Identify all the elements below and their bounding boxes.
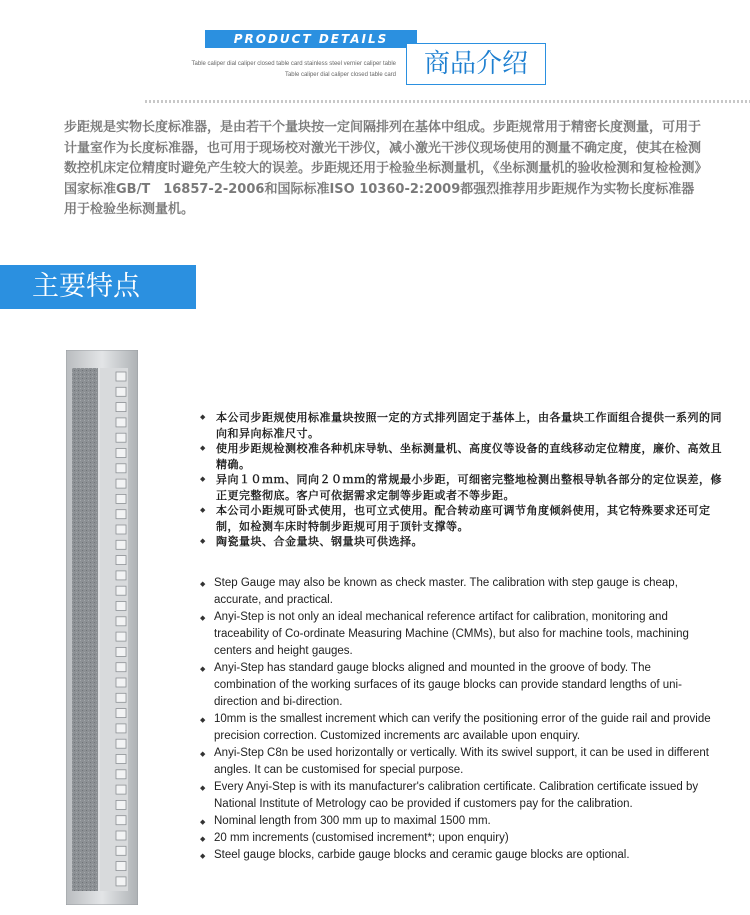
feature-en-item: ◆ Every Anyi-Step is with its manufacturer's calibration certificate. Calibration certificate issued by National Institute of Metrology cao be provided if customers pay for the calibration. bbox=[200, 779, 715, 813]
gauge-block bbox=[116, 449, 126, 458]
features-en-list bbox=[200, 575, 715, 864]
intro-paragraph: 步距规是实物长度标准器，是由若干个量块按一定间隔排列在基体中组成。步距规常用于精密长度测量，可用于计量室作为长度标准器，也可用于现场校对激光干涉仪，减小激光干涉仪现场使用的测量不确定度，使其在检测数控机床定位精度时避免产生较大的误差。步距规还用于检验坐标测量机，《坐标测量机的验收检测和复检检测》国家标准GB/T 16857-2-2006和国际标准ISO 10360-2:2009都强烈推荐用步距规作为实物长度标准器用于检验坐标测量机。 bbox=[64, 120, 702, 217]
gauge-block bbox=[116, 877, 126, 886]
gauge-block bbox=[116, 724, 126, 733]
feature-en-item: ◆ Nominal length from 300 mm up to maximal 1500 mm. bbox=[200, 813, 715, 830]
header-subtitle bbox=[150, 59, 396, 81]
product-details-banner: PRODUCT DETAILS bbox=[205, 30, 417, 48]
gauge-block bbox=[116, 678, 126, 687]
gauge-block bbox=[116, 494, 126, 503]
feature-en-item: ◆ Anyi-Step is not only an ideal mechanical reference artifact for calibration, monitoring and traceability of Co-ordinate Measuring Machine (CMMs), but also for machine tools, machining centers and height gauges. bbox=[200, 609, 715, 660]
gauge-block bbox=[116, 663, 126, 672]
gauge-block bbox=[116, 479, 126, 488]
feature-zh-item: ◆ 本公司步距规使用标准量块按照一定的方式排列固定于基体上，由各量块工作面组合提供一系列的同向和异向标准尺寸。 bbox=[200, 410, 730, 441]
gauge-block bbox=[116, 693, 126, 702]
gauge-block bbox=[116, 617, 126, 626]
feature-en-item: ◆ 10mm is the smallest increment which can verify the positioning error of the guide rail and provide precision correction. Customized increments arc available upon enquiry. bbox=[200, 711, 715, 745]
features-zh-list bbox=[200, 410, 730, 550]
gauge-block bbox=[116, 816, 126, 825]
gauge-block bbox=[116, 403, 126, 412]
gauge-block bbox=[116, 556, 126, 565]
feature-en-item: ◆ Anyi-Step C8n be used horizontally or vertically. With its swivel support, it can be used in different angles. It can be customised for special purpose. bbox=[200, 745, 715, 779]
gauge-block bbox=[116, 647, 126, 656]
gauge-block bbox=[116, 846, 126, 855]
gauge-block bbox=[116, 586, 126, 595]
gauge-block bbox=[116, 510, 126, 519]
gauge-block bbox=[116, 387, 126, 396]
gauge-block bbox=[116, 602, 126, 611]
gauge-block bbox=[116, 372, 126, 381]
features-heading: 主要特点 bbox=[0, 265, 196, 309]
gauge-block bbox=[116, 831, 126, 840]
feature-en-item: ◆ Step Gauge may also be known as check master. The calibration with step gauge is cheap, accurate, and practical. bbox=[200, 575, 715, 609]
gauge-block bbox=[116, 770, 126, 779]
gauge-block bbox=[116, 632, 126, 641]
gauge-block bbox=[116, 800, 126, 809]
gauge-block bbox=[116, 525, 126, 534]
feature-en-item: ◆ Steel gauge blocks, carbide gauge blocks and ceramic gauge blocks are optional. bbox=[200, 847, 715, 864]
feature-zh-item: ◆ 本公司小距规可卧式使用，也可立式使用。配合转动座可调节角度倾斜使用，其它特殊要求还可定制，如检测车床时特制步距规可用于顶针支撑等。 bbox=[200, 503, 730, 534]
gauge-block bbox=[116, 571, 126, 580]
gauge-block bbox=[116, 755, 126, 764]
gauge-block bbox=[116, 464, 126, 473]
step-gauge-image bbox=[66, 350, 138, 905]
header-subtitle-line2: Table caliper dial caliper closed table card bbox=[284, 72, 396, 78]
feature-zh-item: ◆ 异向１０ｍｍ、同向２０ｍｍ的常规最小步距，可细密完整地检测出整根导轨各部分的定位误差，修正更完整彻底。客户可依据需求定制等步距或者不等步距。 bbox=[200, 472, 730, 503]
gauge-block bbox=[116, 709, 126, 718]
gauge-block bbox=[116, 433, 126, 442]
dotted-divider bbox=[145, 100, 750, 103]
product-intro-title: 商品介绍 bbox=[406, 43, 546, 85]
gauge-block bbox=[116, 418, 126, 427]
gauge-block bbox=[116, 540, 126, 549]
gauge-block bbox=[116, 785, 126, 794]
feature-en-item: ◆ Anyi-Step has standard gauge blocks aligned and mounted in the groove of body. The combination of the working surfaces of its gauge blocks can provide standard lengths of uni-direction and bi-direction. bbox=[200, 660, 715, 711]
feature-zh-item: ◆ 使用步距规检测校准各种机床导轨、坐标测量机、高度仪等设备的直线移动定位精度，廉价、高效且精确。 bbox=[200, 441, 730, 472]
feature-zh-item: ◆ 陶瓷量块、合金量块、钢量块可供选择。 bbox=[200, 534, 730, 550]
header-subtitle-line1: Table caliper dial caliper closed table card stainless steel vernier caliper table bbox=[191, 61, 396, 67]
feature-en-item: ◆ 20 mm increments (customised increment*; upon enquiry) bbox=[200, 830, 715, 847]
gauge-block bbox=[116, 739, 126, 748]
gauge-block bbox=[116, 862, 126, 871]
